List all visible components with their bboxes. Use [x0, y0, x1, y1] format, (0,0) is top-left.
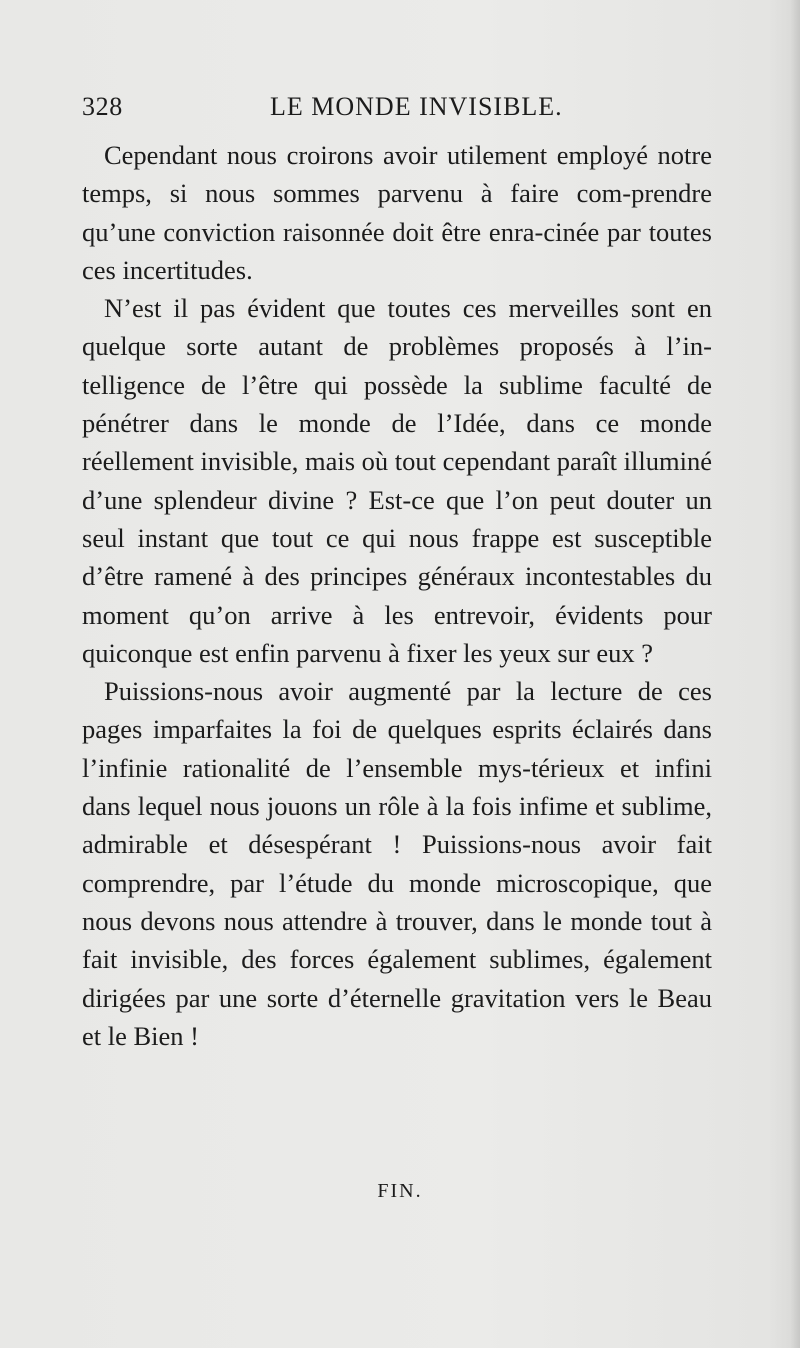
paragraph-3: Puissions-nous avoir augmenté par la lecture de ces pages imparfaites la foi de quelques esprits éclairés dans l’infinie rationalité de l’ensemble mys-térieux et infini dans lequel nous jouons un rôle à la fois infime et sublime, admirable et désespérant ! Puissions-nous avoir fait comprendre, par l’étude du monde microscopique, que nous devons nous attendre à trouver, dans le monde tout à fait invisible, des forces également sublimes, également dirigées par une sorte d’éternelle gravitation vers le Beau et le Bien !	[82, 676, 712, 1051]
paragraph-1: Cependant nous croirons avoir utilement employé notre temps, si nous sommes parvenu à faire com-prendre qu’une conviction raisonnée doit être enra-cinée par toutes ces incertitudes.	[82, 140, 712, 285]
paragraph-2: N’est il pas évident que toutes ces merveilles sont en quelque sorte autant de problèmes proposés à l’in-telligence de l’être qui possède la sublime faculté de pénétrer dans le monde de l’Idée, dans ce monde réellement invisible, mais où tout cependant paraît illuminé d’une splendeur divine ? Est-ce que l’on peut douter un seul instant que tout ce qui nous frappe est susceptible d’être ramené à des principes généraux incontestables du moment qu’on arrive à les entrevoir, évidents pour quiconque est enfin parvenu à fixer les yeux sur eux ?	[82, 293, 712, 668]
body-text	[82, 136, 712, 1055]
page-header	[82, 92, 712, 128]
closing-word: FIN.	[377, 1180, 423, 1202]
page-edge-shadow	[790, 0, 800, 1348]
running-head: LE MONDE INVISIBLE.	[270, 92, 563, 121]
page-number: 328	[82, 92, 123, 121]
